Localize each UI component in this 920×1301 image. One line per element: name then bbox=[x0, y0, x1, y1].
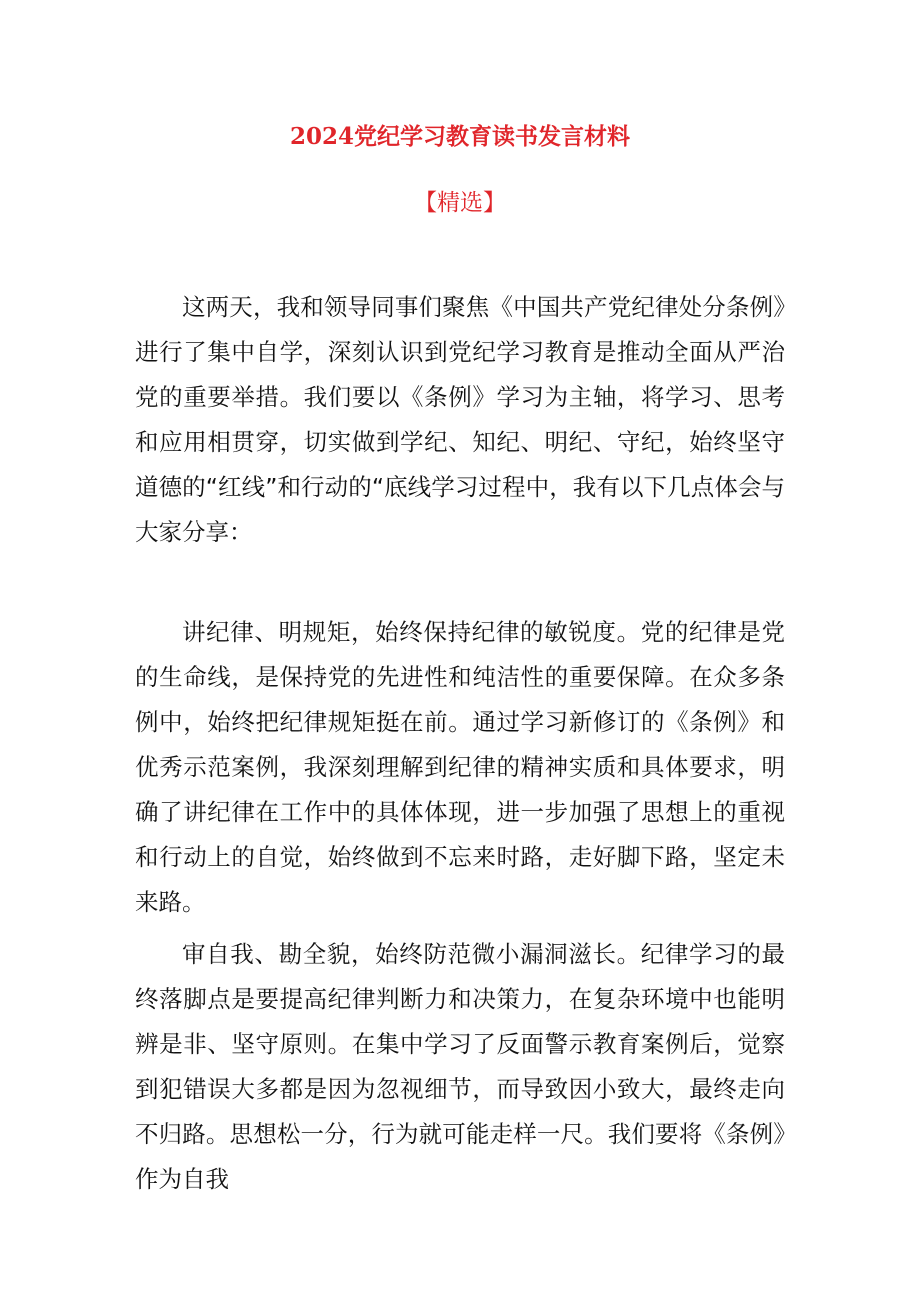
document-subtitle: 【精选】 bbox=[414, 190, 506, 216]
document-title: 2024党纪学习教育读书发言材料 bbox=[289, 123, 630, 150]
body-paragraph-3: 审自我、勘全貌，始终防范微小漏洞滋长。纪律学习的最终落脚点是要提高纪律判断力和决策力，在复杂环境中也能明辨是非、坚守原则。在集中学习了反面警示教育案例后，觉察到犯错误大多都是因为忽视细节，而导致因小致大，最终走向不归路。思想松一分，行为就可能走样一尺。我们要将《条例》作为自我 bbox=[135, 940, 785, 1193]
body-paragraph-2: 讲纪律、明规矩，始终保持纪律的敏锐度。党的纪律是党的生命线，是保持党的先进性和纯洁性的重要保障。在众多条例中，始终把纪律规矩挺在前。通过学习新修订的《条例》和优秀示范案例，我深刻理解到纪律的精神实质和具体要求，明确了讲纪律在工作中的具体体现，进一步加强了思想上的重视和行动上的自觉，始终做到不忘来时路，走好脚下路，坚定未来路。 bbox=[135, 618, 785, 916]
body-paragraph-1: 这两天，我和领导同事们聚焦《中国共产党纪律处分条例》进行了集中自学，深刻认识到党纪学习教育是推动全面从严治党的重要举措。我们要以《条例》学习为主轴，将学习、思考和应用相贯穿，切实做到学纪、知纪、明纪、守纪，始终坚守道德的“红线”和行动的“底线学习过程中，我有以下几点体会与大家分享： bbox=[135, 293, 785, 546]
